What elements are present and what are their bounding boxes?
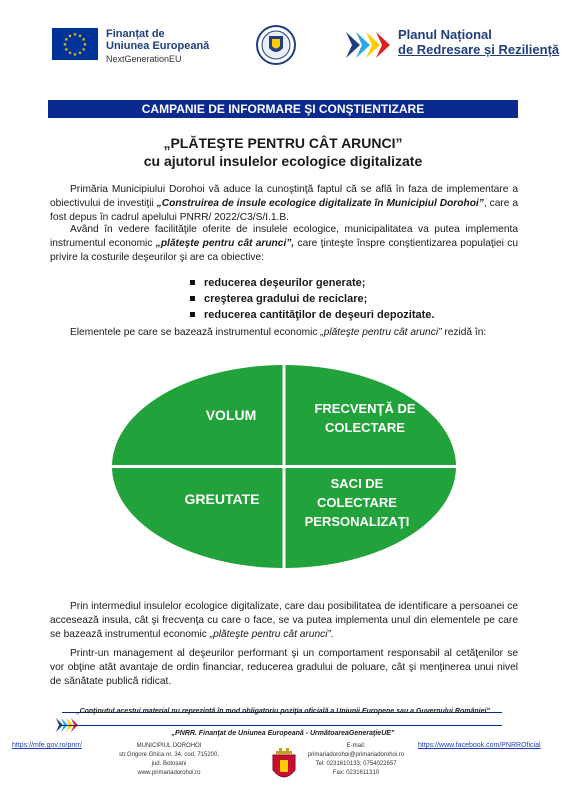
p4-instrument-name: „plăteşte pentru cât arunci”. [209, 629, 334, 640]
objectives-paragraph [50, 223, 518, 265]
p1-project-name: „Construirea de insule ecologice digitalizate în Municipiul Dorohoi” [156, 198, 484, 209]
eu-line1: Finanțat de [106, 28, 165, 40]
p3-instrument-name: „plăteşte pentru cât arunci” [320, 327, 442, 338]
svg-text:★: ★ [62, 42, 68, 48]
address-line: jud. Botoșani [151, 761, 187, 767]
svg-text:★: ★ [77, 50, 83, 57]
p5-text: Printr-un management al deşeurilor performant şi un comportament responsabil al cetăţenilor se vor obţine atât avantaje de ordin financiar, reducerea gradului de poluare, cât şi menţinerea unui nivel de sănătate publică ridicat. [50, 648, 518, 687]
pnrr-logo-icon [346, 32, 390, 58]
contact-fax: Fax: 0231611310 [332, 770, 380, 776]
facebook-pnrr-link[interactable]: https://www.facebook.com/PNRROficial [418, 742, 541, 749]
eu-flag-icon [52, 28, 98, 60]
p2-text-a: Având în vedere facilităţile oferite de insulele ecologice, municipalitatea va putea implementa instrumentul economic [50, 224, 518, 249]
digital-islands-paragraph [50, 600, 518, 642]
p1-text-a: Primăria Municipiului Dorohoi vă aduce la cunoştinţă faptul că se află în faza de implementare a obiectivului de investiţii [50, 184, 518, 209]
quadrant-saci: SACI DE COLECTARE PERSONALIZAŢI [304, 476, 410, 529]
mfe-pnrr-link[interactable]: https://mfe.gov.ro/pnrr/ [12, 742, 82, 749]
svg-text:★: ★ [64, 47, 69, 53]
dorohoi-crest-icon [270, 748, 298, 784]
svg-text:★: ★ [67, 33, 73, 40]
svg-text:★: ★ [82, 42, 88, 48]
contact-email: primariadorohoi@primariadorohoi.ro [307, 752, 405, 758]
list-item: reducerea deşeurilor generate; [190, 275, 434, 291]
p4-text-a: Prin intermediul insulelor ecologice digitalizate, care dau posibilitatea de identificare a persoanei ce accesează insula, cât şi frecvenţa cu care o face, se va putea implementa unul din elementele pe care se bazează instrumentul economic [50, 601, 518, 640]
management-paragraph [50, 647, 518, 689]
eu-line3: NextGenerationEU [106, 54, 182, 64]
svg-text:★: ★ [81, 37, 86, 43]
contact-phone: Tel: 0231610133; 0754022657 [315, 761, 397, 767]
elements-paragraph [50, 326, 518, 340]
page-subtitle: cu ajutorul insulelor ecologice digitalizate [143, 153, 423, 169]
quadrant-frecventa: FRECVENŢĂ DE COLECTARE [314, 401, 416, 435]
list-item: creşterea gradului de reciclare; [190, 291, 434, 307]
address-line: MUNICIPIUL DOROHOI [136, 743, 202, 749]
p2-text-c: care ţinteşte înspre conştientizarea populaţiei cu privire la costurile deşeurilor şi are ca obiective: [50, 238, 518, 263]
p3-text-a: Elementele pe care se bazează instrumentul economic [70, 327, 321, 338]
page-title: „PLĂTEŞTE PENTRU CÂT ARUNCI” [163, 135, 403, 151]
eu-funding-label [106, 28, 209, 65]
p2-instrument-name: „plăteşte pentru cât arunci”, [155, 238, 295, 249]
footer-disclaimer: „Conţinutul acestui material nu reprezintă în mod obligatoriu poziţia oficială a Uniunii Europene sau a Guvernului României” [76, 708, 490, 715]
svg-text:★: ★ [64, 37, 69, 43]
government-crest-icon [255, 22, 297, 68]
elements-diagram [110, 363, 458, 570]
address-line: str.Grigore Ghica nr. 34, cod. 715200, [118, 752, 220, 758]
svg-text:★: ★ [72, 32, 78, 38]
svg-text:★: ★ [67, 50, 73, 57]
eu-line2: Uniunea Europeană [106, 40, 210, 52]
intro-paragraph [50, 183, 518, 225]
campaign-banner: CAMPANIE DE INFORMARE ŞI CONŞTIENTIZARE [48, 100, 518, 118]
pnrr-title [398, 27, 559, 57]
contact-line: E-mail: [346, 743, 366, 749]
footer-address [104, 742, 234, 778]
address-website: www.primariadorohoi.ro [137, 770, 201, 776]
pnrr-line1: Planul Național [398, 27, 492, 42]
svg-text:★: ★ [81, 47, 86, 53]
svg-text:★: ★ [72, 52, 78, 58]
objectives-list [190, 275, 434, 323]
footer-divider-bottom [62, 725, 502, 726]
p3-text-c: rezidă în: [441, 327, 487, 338]
p1-text-c: , care a fost depus în cadrul apelului PNRR/ 2022/C3/S/I.1.B. [50, 198, 518, 223]
footer-pnrr-tagline: „PNRR. Finanţat de Uniunea Europeană - UrmătoareaGeneraţieUE” [171, 730, 395, 737]
pnrr-line2: de Redresare și Reziliență [398, 42, 560, 57]
footer-contact [306, 742, 406, 778]
quadrant-volum: VOLUM [205, 407, 257, 423]
quadrant-greutate: GREUTATE [184, 491, 260, 507]
svg-text:★: ★ [77, 33, 83, 40]
list-item: reducerea cantităţilor de deşeuri depozitate. [190, 307, 434, 323]
